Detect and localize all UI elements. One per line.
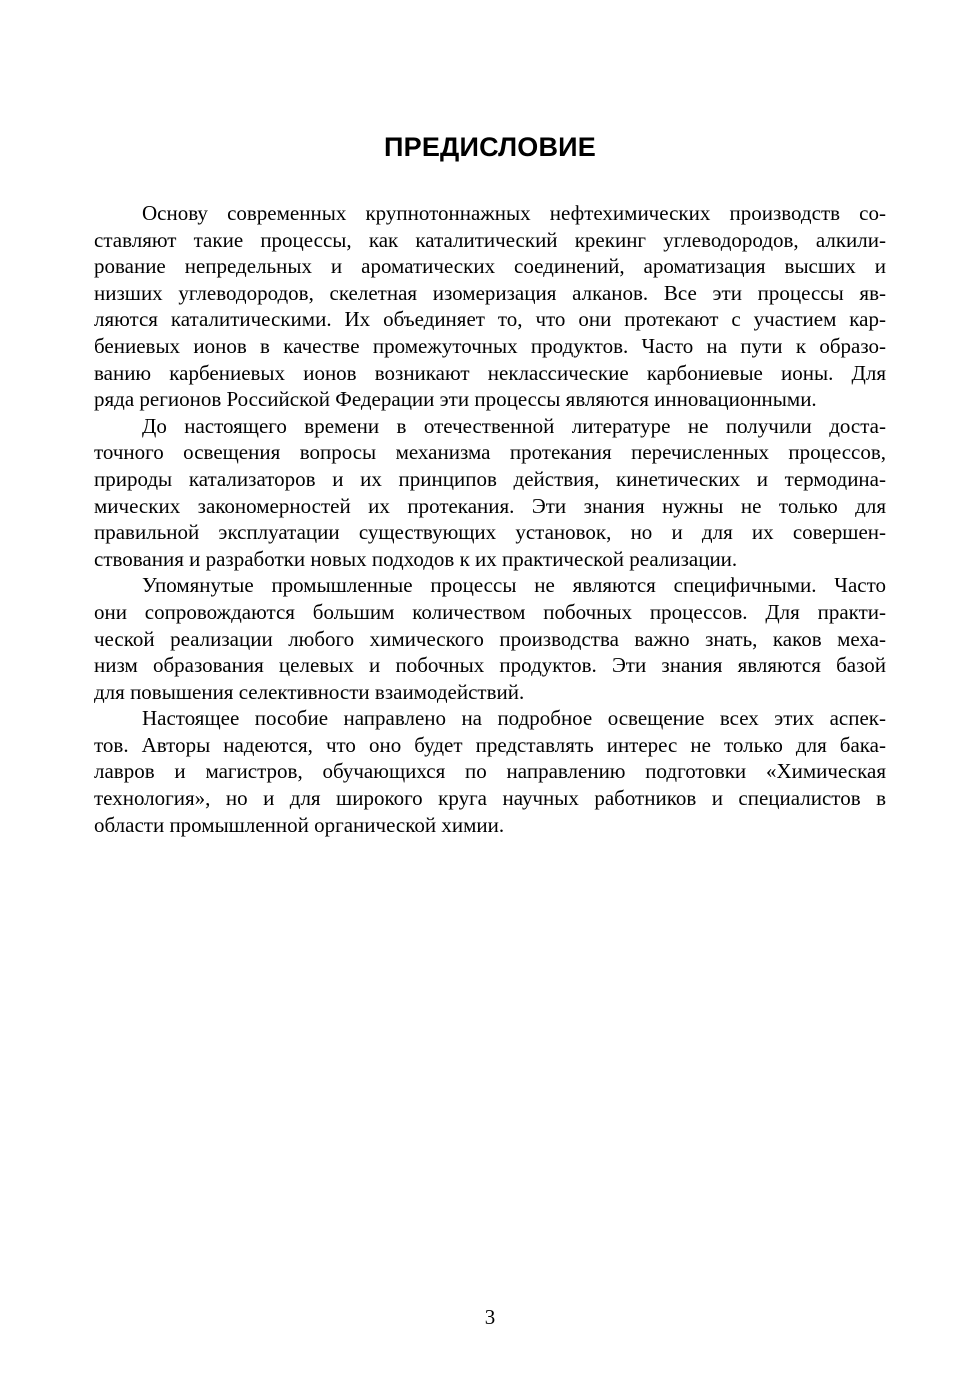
text-line: для повышения селективности взаимодействий. — [94, 679, 525, 704]
page-number: 3 — [484, 1305, 496, 1329]
text-line: области промышленной органической химии. — [94, 812, 505, 837]
text-line: ванию карбениевых ионов возникают неклассические карбониевые ионы. Для — [94, 360, 886, 385]
text-line: лавров и магистров, обучающихся по направлению подготовки «Химическая — [94, 759, 886, 784]
paragraph-4 — [94, 705, 886, 838]
text-line: низм образования целевых и побочных продуктов. Эти знания являются базой — [94, 653, 886, 678]
paragraph-2 — [94, 413, 886, 573]
text-line: природы катализаторов и их принципов действия, кинетических и термодина- — [94, 466, 886, 491]
text-line: технология», но и для широкого круга научных работников и специалистов в — [94, 786, 886, 811]
text-line: низших углеводородов, скелетная изомеризация алканов. Все эти процессы яв- — [94, 280, 886, 305]
text-line: мических закономерностей их протекания. Эти знания нужны не только для — [94, 493, 886, 518]
paragraph-1 — [94, 200, 886, 413]
page-title: ПРЕДИСЛОВИЕ — [384, 132, 596, 162]
text-line: они сопровождаются большим количеством побочных процессов. Для практи- — [94, 599, 886, 624]
text-line: ческой реализации любого химического производства важно знать, каков меха- — [94, 626, 886, 651]
text-line: Упомянутые промышленные процессы не являются специфичными. Часто — [142, 573, 886, 598]
text-line: ляются каталитическими. Их объединяет то, что они протекают с участием кар- — [94, 307, 886, 332]
text-line: точного освещения вопросы механизма протекания перечисленных процессов, — [94, 440, 886, 465]
preface-body — [94, 200, 886, 838]
text-line: рование непредельных и ароматических соединений, ароматизация высших и — [94, 254, 886, 279]
paragraph-3 — [94, 572, 886, 705]
text-line: ставляют такие процессы, как каталитический крекинг углеводородов, алкили- — [94, 227, 886, 252]
text-line: Настоящее пособие направлено на подробное освещение всех этих аспек- — [142, 706, 886, 731]
text-line: ряда регионов Российской Федерации эти процессы являются инновационными. — [94, 387, 817, 412]
text-line: правильной эксплуатации существующих установок, но и для их совершен- — [94, 520, 886, 545]
text-line: Основу современных крупнотоннажных нефтехимических производств со- — [142, 201, 886, 225]
text-line: бениевых ионов в качестве промежуточных продуктов. Часто на пути к образо- — [94, 333, 886, 358]
text-line: До настоящего времени в отечественной литературе не получили доста- — [142, 413, 886, 438]
text-line: тов. Авторы надеются, что оно будет представлять интерес не только для бака- — [94, 732, 886, 757]
text-line: ствования и разработки новых подходов к их практической реализации. — [94, 546, 738, 571]
